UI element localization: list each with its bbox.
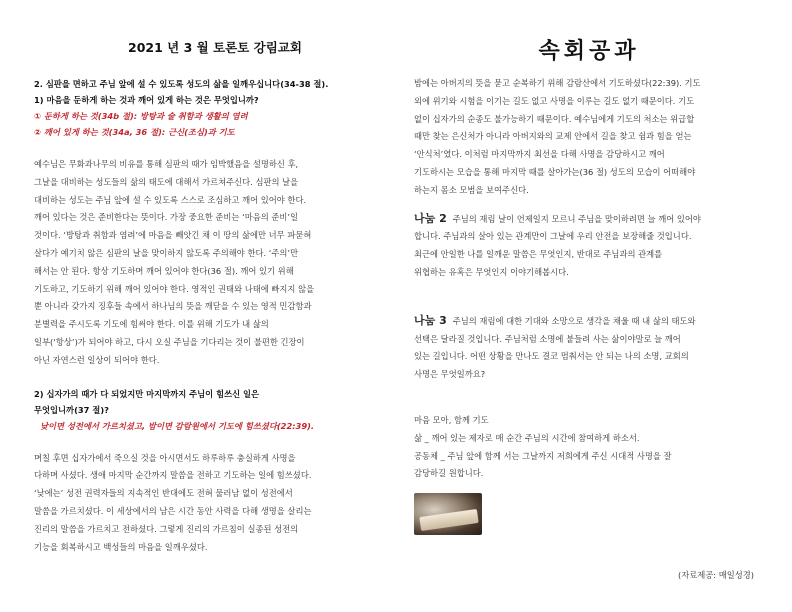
body-line: 깨어 있다는 것은 준비한다는 뜻이다. 가장 중요한 준비는 ‘마음의 준비’일 (34, 212, 299, 223)
body-line: 말씀을 가르치셨다. 이 세상에서의 남은 시간 동안 사력을 다해 생명을 살리는 (34, 505, 312, 516)
body-line: 삶 _ 깨어 있는 제자로 매 순간 주님의 시간에 참여하게 하소서. (414, 432, 640, 443)
left-column (34, 38, 384, 556)
body-line: 공동체 _ 주님 앞에 함께 서는 그날까지 저희에게 주신 시대적 사명을 잘 (414, 450, 672, 461)
body-line: 분별력을 주시도록 기도에 힘써야 한다. 이를 위해 기도가 내 삶의 (34, 319, 269, 330)
body-line: 며칠 후면 십자가에서 죽으실 것을 아시면서도 하루하루 충실하게 사명을 (34, 452, 296, 463)
closing-prayer (414, 412, 764, 483)
body-line: 최근에 안일한 나를 일깨운 말씀은 무엇인지, 반대로 주님과의 관계를 (414, 249, 663, 260)
body-line: 기도하시는 모습을 통해 마지막 때를 살아가는(36 절) 성도의 모습이 어떠해야 (414, 166, 696, 177)
body-line: 대비하는 성도는 주님 앞에 설 수 있도록 스스로 조심하고 깨어 있어야 한다. (34, 194, 307, 205)
body-line: 예수님은 무화과나무의 비유를 통해 심판의 때가 임박했음을 설명하신 후, (34, 159, 299, 169)
source-credit: (자료제공: 매일성경) (677, 570, 754, 580)
bible-photo (414, 493, 482, 535)
body-line: 감당하길 원합니다. (414, 468, 484, 479)
body-line: 뿐 아니라 갖가지 징후들 속에서 하나님의 뜻을 깨닫을 수 있는 영적 민감함과 (34, 301, 312, 312)
body-line: 하는지 몸소 모범을 보여주신다. (414, 184, 529, 195)
body-line: 그날을 대비하는 성도들의 삶의 태도에 대해서 가르쳐주신다. 심판의 날을 (34, 176, 299, 187)
body-line: 진리의 말씀을 가르치고 전하셨다. 그렇게 진리의 가르침이 실종된 성전의 (34, 523, 299, 534)
section2-body (34, 450, 384, 557)
body-line: 위협하는 유혹은 무엇인지 이야기해봅시다. (414, 266, 569, 277)
nanum3-first-line (414, 312, 764, 331)
body-line: 기도하고, 기도하기 위해 깨어 있어야 한다. 영적인 권태와 나태에 빠지지 않을 (34, 283, 315, 294)
body-line: ‘안식처’였다. 이처럼 마지막까지 최선을 다해 사명을 감당하시고 깨어 (414, 149, 665, 160)
body-line: 있는 길입니다. 어떤 상황을 만나도 결코 멈춰서는 안 되는 나의 소명, 교회의 (414, 351, 689, 362)
section2-answer: 낮이면 성전에서 가르치셨고, 밤이면 감람원에서 기도에 힘쓰셨다(22:39). (40, 420, 315, 431)
section2 (34, 386, 384, 434)
body-line: 때만 찾는 은신처가 아니라 아버지와의 교제 안에서 길을 찾고 쉼과 힘을 얻는 (414, 131, 692, 142)
body-line: 아닌 자연스런 일상이 되어야 한다. (34, 354, 160, 365)
section1-body (34, 156, 384, 370)
section1-title: 2. 심판을 면하고 주님 앞에 설 수 있도록 성도의 삶을 일깨우십니다(34-38 절). (34, 79, 329, 89)
nanum3-block (414, 312, 764, 384)
nanum2-block (414, 210, 764, 282)
nanum3-text: 주님의 재림에 대한 기대와 소망으로 생각을 채울 때 내 삶의 태도와 (452, 315, 696, 326)
body-line: 사명은 무엇일까요? (414, 369, 486, 380)
nanum3-label: 나눔 3 (414, 313, 447, 327)
nanum2-label: 나눔 2 (414, 211, 447, 225)
intro-text (414, 75, 764, 200)
body-line: 살다가 예기치 않은 심판의 날을 맞이하지 않도록 주의해야 한다. ‘주의’만 (34, 247, 299, 258)
right-column (414, 38, 764, 535)
section1-answer1: ① 둔하게 하는 것(34b 절): 방탕과 술 취함과 생활의 염려 (34, 111, 248, 121)
lesson-title: 속회공과 (538, 38, 640, 64)
nanum2-first-line (414, 210, 764, 229)
body-line: 기능을 회복하시고 백성들의 마음을 일깨우셨다. (34, 541, 208, 552)
body-line: 없이 십자가의 순종도 불가능하기 때문이다. 예수님에게 기도의 처소는 위급할 (414, 113, 695, 124)
section2-question: 2) 십자가의 때가 다 되었지만 마지막까지 주님이 힘쓰신 일은 (34, 388, 260, 399)
body-line: 외에 위기와 시험을 이기는 길도 없고 사명을 이루는 길도 없기 때문이다. 기도 (414, 95, 695, 106)
prayer-heading: 마음 모아, 함께 기도 (414, 414, 489, 425)
body-line: 밤에는 아버지의 뜻을 묻고 순복하기 위해 감람산에서 기도하셨다(22:39). 기도 (414, 78, 701, 88)
church-header: 2021 년 3 월 토론토 강림교회 (128, 40, 302, 55)
section2-question-cont: 무엇입니까(37 절)? (34, 404, 109, 415)
body-line: 선택은 달라질 것입니다. 주님처럼 소명에 붙들려 사는 삶이야말로 늘 깨어 (414, 333, 681, 344)
body-line: ‘낮에는’ 성전 권력자들의 지속적인 반대에도 전혀 물러남 없이 성전에서 (34, 488, 293, 499)
section1-answer2: ② 깨어 있게 하는 것(34a, 36 절): 근신(조심)과 기도 (34, 127, 235, 137)
body-line: 해서는 안 된다. 항상 기도하며 깨어 있어야 한다(36 절). 깨어 있기 위해 (34, 265, 294, 276)
body-line: 것이다. ‘방탕과 취함과 염려’에 마음을 빼앗긴 채 이 땅의 삶에만 너무 파묻혀 (34, 230, 312, 241)
body-line: 합니다. 주님과의 살아 있는 관계만이 그날에 우리 안전을 보장해줄 것입니다. (414, 231, 692, 242)
body-line: 다하며 사셨다. 생애 마지막 순간까지 말씀을 전하고 기도하는 일에 힘쓰셨다. (34, 470, 312, 481)
nanum2-text: 주님의 재림 날이 언제일지 모르니 주님을 맞이하려면 늘 깨어 있어야 (452, 213, 701, 224)
body-line: 일부(‘항상’)가 되어야 하고, 다시 오실 주님을 기다리는 것이 불편한 긴장이 (34, 336, 305, 347)
section1-question: 1) 마음을 둔하게 하는 것과 깨어 있게 하는 것은 무엇입니까? (34, 95, 259, 105)
